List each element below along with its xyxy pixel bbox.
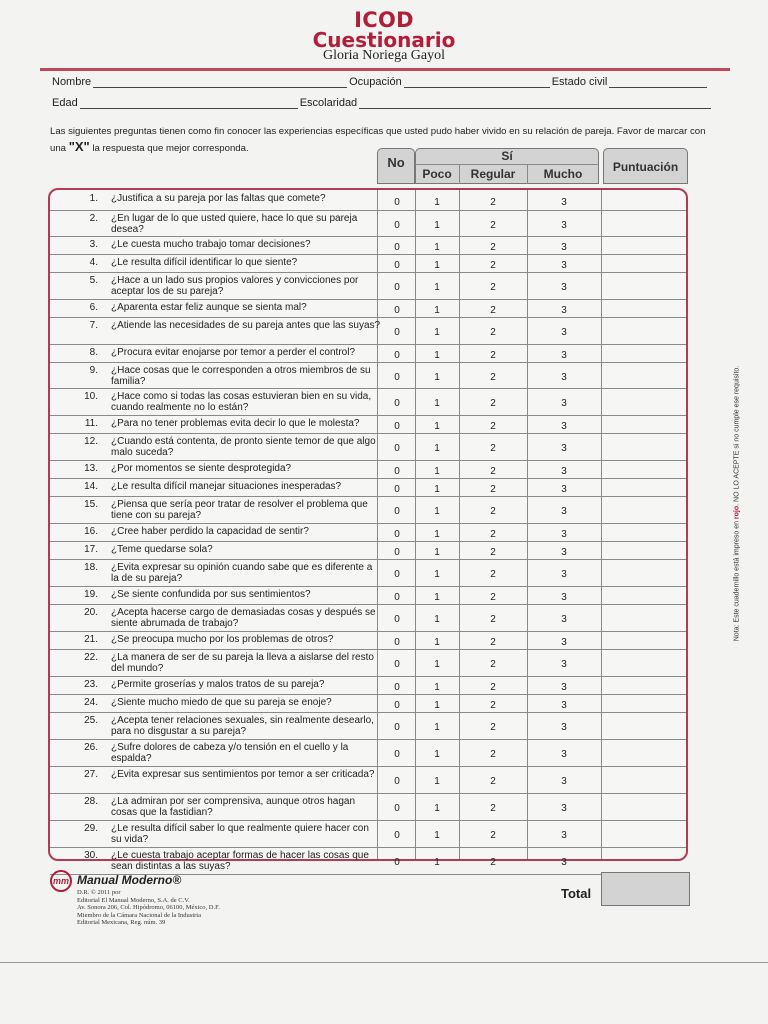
question-row bbox=[50, 605, 686, 632]
questions-table bbox=[48, 188, 688, 872]
score-cell[interactable] bbox=[602, 848, 686, 874]
escolaridad-label: Escolaridad bbox=[299, 97, 358, 109]
option-mucho[interactable]: 3 bbox=[561, 830, 567, 841]
option-mucho[interactable]: 3 bbox=[561, 350, 567, 361]
question-row bbox=[50, 848, 686, 875]
option-poco[interactable]: 1 bbox=[434, 700, 440, 711]
side-note-red: rojo bbox=[733, 505, 741, 520]
author-name: Gloria Noriega Gayol bbox=[322, 48, 446, 63]
option-no[interactable]: 0 bbox=[394, 529, 400, 540]
option-no[interactable]: 0 bbox=[394, 220, 400, 231]
option-regular[interactable]: 2 bbox=[490, 305, 496, 316]
option-regular[interactable]: 2 bbox=[490, 506, 496, 517]
ocupacion-label: Ocupación bbox=[349, 76, 402, 88]
option-poco[interactable]: 1 bbox=[434, 421, 440, 432]
option-mucho[interactable]: 3 bbox=[561, 282, 567, 293]
option-mucho[interactable]: 3 bbox=[561, 484, 567, 495]
option-no[interactable]: 0 bbox=[394, 443, 400, 454]
option-mucho[interactable]: 3 bbox=[561, 749, 567, 760]
option-poco[interactable]: 1 bbox=[434, 372, 440, 383]
option-regular[interactable]: 2 bbox=[490, 421, 496, 432]
option-regular[interactable]: 2 bbox=[490, 749, 496, 760]
option-no[interactable]: 0 bbox=[394, 547, 400, 558]
option-poco[interactable]: 1 bbox=[434, 529, 440, 540]
option-poco[interactable]: 1 bbox=[434, 260, 440, 271]
option-mucho[interactable]: 3 bbox=[561, 722, 567, 733]
question-row bbox=[50, 587, 686, 605]
option-mucho[interactable]: 3 bbox=[561, 466, 567, 477]
option-poco[interactable]: 1 bbox=[434, 749, 440, 760]
option-regular[interactable]: 2 bbox=[490, 830, 496, 841]
option-regular[interactable]: 2 bbox=[490, 443, 496, 454]
instructions-text-2: la respuesta que mejor corresponda. bbox=[92, 143, 249, 154]
option-no[interactable]: 0 bbox=[394, 857, 400, 868]
nombre-field[interactable] bbox=[93, 76, 347, 88]
option-regular[interactable]: 2 bbox=[490, 637, 496, 648]
question-number: 25. bbox=[84, 715, 98, 726]
question-row bbox=[50, 740, 686, 767]
option-regular[interactable]: 2 bbox=[490, 722, 496, 733]
option-no[interactable]: 0 bbox=[394, 197, 400, 208]
question-number: 11. bbox=[84, 418, 98, 429]
option-poco[interactable]: 1 bbox=[434, 242, 440, 253]
option-no[interactable]: 0 bbox=[394, 466, 400, 477]
instructions-mark: "X" bbox=[68, 139, 90, 154]
option-mucho[interactable]: 3 bbox=[561, 398, 567, 409]
question-number: 6. bbox=[89, 302, 98, 313]
option-regular[interactable]: 2 bbox=[490, 350, 496, 361]
option-no[interactable]: 0 bbox=[394, 776, 400, 787]
option-poco[interactable]: 1 bbox=[434, 637, 440, 648]
score-cell[interactable] bbox=[602, 345, 686, 362]
option-poco[interactable]: 1 bbox=[434, 776, 440, 787]
option-mucho[interactable]: 3 bbox=[561, 776, 567, 787]
question-number: 29. bbox=[84, 823, 98, 834]
page-bottom-rule bbox=[0, 962, 768, 963]
question-row bbox=[50, 695, 686, 713]
score-cell[interactable] bbox=[602, 560, 686, 586]
score-cell[interactable] bbox=[602, 211, 686, 236]
option-mucho[interactable]: 3 bbox=[561, 327, 567, 338]
question-text: ¿Piensa que sería peor tratar de resolver el problema que tiene con su pareja? bbox=[111, 499, 368, 521]
question-text: ¿Sufre dolores de cabeza y/o tensión en el cuello y la espalda? bbox=[111, 742, 349, 764]
question-text: ¿En lugar de lo que usted quiere, hace lo que su pareja desea? bbox=[111, 213, 358, 235]
question-text: ¿Evita expresar sus sentimientos por temor a ser criticada? bbox=[111, 769, 375, 780]
question-row bbox=[50, 713, 686, 740]
question-number: 15. bbox=[84, 499, 98, 510]
question-text: ¿Le cuesta mucho trabajo tomar decisiones? bbox=[111, 239, 311, 250]
option-mucho[interactable]: 3 bbox=[561, 857, 567, 868]
option-regular[interactable]: 2 bbox=[490, 242, 496, 253]
question-row bbox=[50, 461, 686, 479]
option-mucho[interactable]: 3 bbox=[561, 803, 567, 814]
question-number: 20. bbox=[84, 607, 98, 618]
option-no[interactable]: 0 bbox=[394, 569, 400, 580]
option-poco[interactable]: 1 bbox=[434, 614, 440, 625]
side-note bbox=[734, 359, 741, 649]
question-text: ¿Le cuesta trabajo aceptar formas de hacer las cosas que sean distintas a las suyas? bbox=[111, 850, 369, 872]
question-number: 12. bbox=[84, 436, 98, 447]
estado-civil-field[interactable] bbox=[609, 76, 707, 88]
question-number: 9. bbox=[89, 365, 98, 376]
option-regular[interactable]: 2 bbox=[490, 592, 496, 603]
option-regular[interactable]: 2 bbox=[490, 547, 496, 558]
nombre-label: Nombre bbox=[52, 76, 92, 88]
header-regular: Regular bbox=[470, 167, 516, 181]
header-divider bbox=[40, 68, 730, 71]
option-poco[interactable]: 1 bbox=[434, 282, 440, 293]
escolaridad-field[interactable] bbox=[359, 97, 711, 109]
score-cell[interactable] bbox=[602, 479, 686, 496]
question-row bbox=[50, 318, 686, 345]
question-number: 18. bbox=[84, 562, 98, 573]
option-poco[interactable]: 1 bbox=[434, 398, 440, 409]
question-number: 14. bbox=[84, 481, 98, 492]
option-no[interactable]: 0 bbox=[394, 830, 400, 841]
score-cell[interactable] bbox=[602, 461, 686, 478]
question-text: ¿Atiende las necesidades de su pareja antes que las suyas? bbox=[111, 320, 381, 331]
option-poco[interactable]: 1 bbox=[434, 547, 440, 558]
option-no[interactable]: 0 bbox=[394, 659, 400, 670]
option-poco[interactable]: 1 bbox=[434, 197, 440, 208]
score-cell[interactable] bbox=[602, 650, 686, 676]
question-row bbox=[50, 211, 686, 237]
header-puntuacion: Puntuación bbox=[612, 160, 679, 174]
option-mucho[interactable]: 3 bbox=[561, 592, 567, 603]
question-row bbox=[50, 650, 686, 677]
question-number: 1. bbox=[89, 193, 98, 204]
score-cell[interactable] bbox=[602, 497, 686, 523]
question-text: ¿Se preocupa mucho por los problemas de otros? bbox=[111, 634, 334, 645]
total-box[interactable] bbox=[601, 872, 690, 906]
question-row bbox=[50, 345, 686, 363]
publisher-line: D.R. © 2011 por bbox=[77, 889, 121, 896]
option-regular[interactable]: 2 bbox=[490, 398, 496, 409]
score-cell[interactable] bbox=[602, 821, 686, 847]
question-row bbox=[50, 300, 686, 318]
question-row bbox=[50, 434, 686, 461]
option-no[interactable]: 0 bbox=[394, 260, 400, 271]
option-mucho[interactable]: 3 bbox=[561, 682, 567, 693]
option-poco[interactable]: 1 bbox=[434, 803, 440, 814]
question-row bbox=[50, 363, 686, 389]
question-row bbox=[50, 677, 686, 695]
score-cell[interactable] bbox=[602, 389, 686, 415]
question-number: 27. bbox=[84, 769, 98, 780]
option-poco[interactable]: 1 bbox=[434, 506, 440, 517]
question-number: 21. bbox=[84, 634, 98, 645]
question-row bbox=[50, 794, 686, 821]
title-cuestionario: Cuestionario bbox=[312, 28, 456, 52]
question-text: ¿Hace como si todas las cosas estuvieran bien en su vida, cuando realmente no lo están? bbox=[111, 391, 372, 413]
question-row bbox=[50, 767, 686, 794]
score-cell[interactable] bbox=[602, 632, 686, 649]
question-text: ¿Acepta hacerse cargo de demasiadas cosas y después se siente abrumada de trabajo? bbox=[111, 607, 376, 629]
ocupacion-field[interactable] bbox=[404, 76, 550, 88]
option-regular[interactable]: 2 bbox=[490, 197, 496, 208]
option-regular[interactable]: 2 bbox=[490, 466, 496, 477]
option-no[interactable]: 0 bbox=[394, 592, 400, 603]
question-text: ¿Hace a un lado sus propios valores y convicciones por aceptar los de su pareja? bbox=[111, 275, 359, 297]
publisher-line: Av. Sonora 206, Col. Hipódromo, 06100, México, D.F. bbox=[77, 904, 220, 911]
option-regular[interactable]: 2 bbox=[490, 327, 496, 338]
option-poco[interactable]: 1 bbox=[434, 305, 440, 316]
score-cell[interactable] bbox=[602, 300, 686, 317]
question-number: 3. bbox=[89, 239, 98, 250]
question-row bbox=[50, 632, 686, 650]
option-poco[interactable]: 1 bbox=[434, 484, 440, 495]
option-regular[interactable]: 2 bbox=[490, 803, 496, 814]
header-si-divider bbox=[415, 164, 599, 165]
score-cell[interactable] bbox=[602, 767, 686, 793]
option-no[interactable]: 0 bbox=[394, 372, 400, 383]
option-mucho[interactable]: 3 bbox=[561, 421, 567, 432]
question-text: ¿La manera de ser de su pareja la lleva a aislarse del resto del mundo? bbox=[111, 652, 374, 674]
option-mucho[interactable]: 3 bbox=[561, 529, 567, 540]
score-cell[interactable] bbox=[602, 677, 686, 694]
question-number: 17. bbox=[84, 544, 98, 555]
question-number: 5. bbox=[89, 275, 98, 286]
score-cell[interactable] bbox=[602, 363, 686, 388]
header-poco: Poco bbox=[422, 167, 452, 181]
option-poco[interactable]: 1 bbox=[434, 659, 440, 670]
total-label: Total bbox=[561, 886, 592, 901]
fields-row-1 bbox=[52, 76, 724, 88]
question-number: 24. bbox=[84, 697, 98, 708]
option-no[interactable]: 0 bbox=[394, 700, 400, 711]
option-mucho[interactable]: 3 bbox=[561, 372, 567, 383]
question-text: ¿Cuando está contenta, de pronto siente temor de que algo malo suceda? bbox=[111, 436, 376, 458]
question-row bbox=[50, 479, 686, 497]
option-mucho[interactable]: 3 bbox=[561, 443, 567, 454]
question-number: 8. bbox=[89, 347, 98, 358]
question-number: 4. bbox=[89, 257, 98, 268]
question-text: ¿Aparenta estar feliz aunque se sienta mal? bbox=[111, 302, 307, 313]
question-number: 16. bbox=[84, 526, 98, 537]
option-no[interactable]: 0 bbox=[394, 749, 400, 760]
option-poco[interactable]: 1 bbox=[434, 830, 440, 841]
option-regular[interactable]: 2 bbox=[490, 372, 496, 383]
option-no[interactable]: 0 bbox=[394, 614, 400, 625]
option-mucho[interactable]: 3 bbox=[561, 260, 567, 271]
question-row bbox=[50, 560, 686, 587]
score-cell[interactable] bbox=[602, 740, 686, 766]
header-mucho: Mucho bbox=[543, 167, 583, 181]
question-text: ¿Hace cosas que le corresponden a otros miembros de su familia? bbox=[111, 365, 371, 387]
option-mucho[interactable]: 3 bbox=[561, 614, 567, 625]
option-poco[interactable]: 1 bbox=[434, 857, 440, 868]
option-regular[interactable]: 2 bbox=[490, 659, 496, 670]
score-cell[interactable] bbox=[602, 237, 686, 254]
brand-name: Manual Moderno® bbox=[77, 873, 182, 887]
option-mucho[interactable]: 3 bbox=[561, 700, 567, 711]
edad-label: Edad bbox=[52, 97, 78, 109]
option-poco[interactable]: 1 bbox=[434, 592, 440, 603]
edad-field[interactable] bbox=[80, 97, 298, 109]
question-text: ¿Se siente confundida por sus sentimientos? bbox=[111, 589, 311, 600]
question-number: 10. bbox=[84, 391, 98, 402]
score-cell[interactable] bbox=[602, 587, 686, 604]
score-cell[interactable] bbox=[602, 542, 686, 559]
header-no: No bbox=[387, 155, 405, 170]
option-regular[interactable]: 2 bbox=[490, 614, 496, 625]
question-number: 28. bbox=[84, 796, 98, 807]
score-cell[interactable] bbox=[602, 191, 686, 210]
option-mucho[interactable]: 3 bbox=[561, 506, 567, 517]
question-text: ¿Teme quedarse sola? bbox=[111, 544, 213, 555]
question-text: ¿Permite groserías y malos tratos de su pareja? bbox=[111, 679, 325, 690]
instructions-text-1: Las siguientes preguntas tienen como fin conocer las experiencias específicas que usted pudo haber vivido en su relación de pareja. Favor de marcar con una bbox=[50, 126, 706, 154]
side-note-text-1: Nota: Este cuadernillo está impreso en bbox=[733, 519, 741, 642]
option-mucho[interactable]: 3 bbox=[561, 547, 567, 558]
question-row bbox=[50, 237, 686, 255]
publisher-line: Editorial Mexicana, Reg. núm. 39 bbox=[77, 919, 166, 926]
option-mucho[interactable]: 3 bbox=[561, 305, 567, 316]
option-regular[interactable]: 2 bbox=[490, 682, 496, 693]
option-mucho[interactable]: 3 bbox=[561, 659, 567, 670]
question-number: 30. bbox=[84, 850, 98, 861]
score-cell[interactable] bbox=[602, 255, 686, 272]
option-regular[interactable]: 2 bbox=[490, 260, 496, 271]
score-cell[interactable] bbox=[602, 416, 686, 433]
option-regular[interactable]: 2 bbox=[490, 857, 496, 868]
question-row bbox=[50, 255, 686, 273]
question-text: ¿Para no tener problemas evita decir lo que le molesta? bbox=[111, 418, 360, 429]
option-regular[interactable]: 2 bbox=[490, 220, 496, 231]
option-poco[interactable]: 1 bbox=[434, 569, 440, 580]
option-no[interactable]: 0 bbox=[394, 327, 400, 338]
score-cell[interactable] bbox=[602, 434, 686, 460]
option-poco[interactable]: 1 bbox=[434, 682, 440, 693]
publisher-info bbox=[77, 889, 220, 927]
option-no[interactable]: 0 bbox=[394, 282, 400, 293]
score-cell[interactable] bbox=[602, 273, 686, 299]
option-poco[interactable]: 1 bbox=[434, 220, 440, 231]
option-poco[interactable]: 1 bbox=[434, 443, 440, 454]
option-regular[interactable]: 2 bbox=[490, 484, 496, 495]
question-text: ¿Le resulta difícil saber lo que realmente quiere hacer con su vida? bbox=[111, 823, 369, 845]
question-row bbox=[50, 524, 686, 542]
side-note-text-2: . NO LO ACEPTE si no cumple ese requisito. bbox=[733, 365, 741, 506]
option-no[interactable]: 0 bbox=[394, 803, 400, 814]
question-text: ¿Siente mucho miedo de que su pareja se enoje? bbox=[111, 697, 332, 708]
score-cell[interactable] bbox=[602, 524, 686, 541]
question-text: ¿Le resulta difícil manejar situaciones inesperadas? bbox=[111, 481, 342, 492]
question-number: 7. bbox=[89, 320, 98, 331]
question-text: ¿Por momentos se siente desprotegida? bbox=[111, 463, 292, 474]
manual-moderno-logo: mm bbox=[50, 870, 72, 892]
question-row bbox=[50, 542, 686, 560]
option-poco[interactable]: 1 bbox=[434, 722, 440, 733]
option-no[interactable]: 0 bbox=[394, 722, 400, 733]
question-number: 13. bbox=[84, 463, 98, 474]
option-mucho[interactable]: 3 bbox=[561, 569, 567, 580]
question-row bbox=[50, 821, 686, 848]
option-mucho[interactable]: 3 bbox=[561, 637, 567, 648]
option-mucho[interactable]: 3 bbox=[561, 220, 567, 231]
question-text: ¿Cree haber perdido la capacidad de sentir? bbox=[111, 526, 309, 537]
score-cell[interactable] bbox=[602, 794, 686, 820]
option-no[interactable]: 0 bbox=[394, 421, 400, 432]
option-no[interactable]: 0 bbox=[394, 242, 400, 253]
score-cell[interactable] bbox=[602, 713, 686, 739]
option-poco[interactable]: 1 bbox=[434, 350, 440, 361]
question-number: 19. bbox=[84, 589, 98, 600]
publisher-line: Miembro de la Cámara Nacional de la Industria bbox=[77, 911, 201, 919]
question-text: ¿Procura evitar enojarse por temor a perder el control? bbox=[111, 347, 356, 358]
option-regular[interactable]: 2 bbox=[490, 569, 496, 580]
question-row bbox=[50, 389, 686, 416]
option-mucho[interactable]: 3 bbox=[561, 242, 567, 253]
header-si: Sí bbox=[501, 149, 513, 163]
option-no[interactable]: 0 bbox=[394, 398, 400, 409]
question-number: 26. bbox=[84, 742, 98, 753]
question-row bbox=[50, 497, 686, 524]
question-row bbox=[50, 273, 686, 300]
estado-civil-label: Estado civil bbox=[551, 76, 608, 88]
title-icod: ICOD bbox=[354, 8, 414, 32]
option-no[interactable]: 0 bbox=[394, 637, 400, 648]
question-row bbox=[50, 191, 686, 211]
question-number: 22. bbox=[84, 652, 98, 663]
option-poco[interactable]: 1 bbox=[434, 327, 440, 338]
question-number: 23. bbox=[84, 679, 98, 690]
question-text: ¿Acepta tener relaciones sexuales, sin realmente desearlo, para no disgustar a su pareja? bbox=[111, 715, 374, 737]
option-regular[interactable]: 2 bbox=[490, 529, 496, 540]
score-cell[interactable] bbox=[602, 695, 686, 712]
question-row bbox=[50, 416, 686, 434]
option-no[interactable]: 0 bbox=[394, 682, 400, 693]
option-no[interactable]: 0 bbox=[394, 484, 400, 495]
option-mucho[interactable]: 3 bbox=[561, 197, 567, 208]
option-no[interactable]: 0 bbox=[394, 350, 400, 361]
score-cell[interactable] bbox=[602, 318, 686, 344]
question-number: 2. bbox=[89, 213, 98, 224]
score-cell[interactable] bbox=[602, 605, 686, 631]
question-text: ¿Le resulta difícil identificar lo que siente? bbox=[111, 257, 298, 268]
option-regular[interactable]: 2 bbox=[490, 700, 496, 711]
fields-row-2 bbox=[52, 97, 724, 109]
option-poco[interactable]: 1 bbox=[434, 466, 440, 477]
option-no[interactable]: 0 bbox=[394, 506, 400, 517]
question-text: ¿La admiran por ser comprensiva, aunque otros hagan cosas que la fastidian? bbox=[111, 796, 356, 818]
question-text: ¿Justifica a su pareja por las faltas que comete? bbox=[111, 193, 326, 204]
publisher-line: Editorial El Manual Moderno, S.A. de C.V. bbox=[77, 896, 190, 904]
option-regular[interactable]: 2 bbox=[490, 282, 496, 293]
option-no[interactable]: 0 bbox=[394, 305, 400, 316]
option-regular[interactable]: 2 bbox=[490, 776, 496, 787]
question-text: ¿Evita expresar su opinión cuando sabe que es diferente a la de su pareja? bbox=[111, 562, 373, 584]
